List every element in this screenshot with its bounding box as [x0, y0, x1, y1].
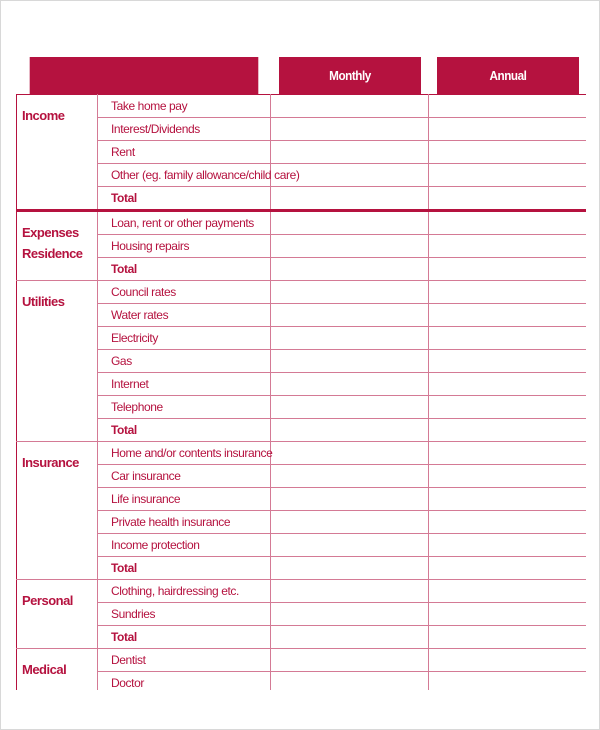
- table-row: [17, 603, 587, 626]
- category-label: Personal: [17, 580, 98, 649]
- annual-value-cell[interactable]: [429, 350, 587, 373]
- line-item-label: Rent: [98, 141, 271, 164]
- line-item-label: Dentist: [98, 649, 271, 672]
- total-label: Total: [98, 557, 271, 580]
- table-row: [17, 118, 587, 141]
- table-row: [17, 304, 587, 327]
- line-item-label: Council rates: [98, 281, 271, 304]
- annual-value-cell[interactable]: [429, 141, 587, 164]
- header-monthly: Monthly: [278, 57, 420, 95]
- monthly-value-cell[interactable]: [271, 118, 429, 141]
- table-row: [17, 626, 587, 649]
- line-item-label: Loan, rent or other payments: [98, 211, 271, 235]
- annual-value-cell[interactable]: [429, 511, 587, 534]
- monthly-value-cell[interactable]: [271, 626, 429, 649]
- monthly-value-cell[interactable]: [271, 534, 429, 557]
- annual-value-cell[interactable]: [429, 396, 587, 419]
- monthly-value-cell[interactable]: [271, 258, 429, 281]
- annual-value-cell[interactable]: [429, 603, 587, 626]
- table-body: [17, 95, 587, 691]
- annual-value-cell[interactable]: [429, 465, 587, 488]
- table-row: [17, 534, 587, 557]
- category-label: Income: [17, 95, 98, 211]
- table-row: [17, 187, 587, 211]
- annual-value-cell[interactable]: [429, 534, 587, 557]
- table-row: [17, 442, 587, 465]
- category-label: Insurance: [17, 442, 98, 580]
- line-item-label: Home and/or contents insurance: [98, 442, 271, 465]
- line-item-label: Other (eg. family allowance/child care): [98, 164, 271, 187]
- line-item-label: Telephone: [98, 396, 271, 419]
- total-label: Total: [98, 187, 271, 211]
- monthly-value-cell[interactable]: [271, 649, 429, 672]
- annual-value-cell[interactable]: [429, 488, 587, 511]
- table-row: [17, 281, 587, 304]
- table-row: [17, 488, 587, 511]
- monthly-value-cell[interactable]: [271, 488, 429, 511]
- annual-value-cell[interactable]: [429, 258, 587, 281]
- total-label: Total: [98, 258, 271, 281]
- monthly-value-cell[interactable]: [271, 396, 429, 419]
- line-item-label: Life insurance: [98, 488, 271, 511]
- annual-value-cell[interactable]: [429, 281, 587, 304]
- table-row: [17, 557, 587, 580]
- annual-value-cell[interactable]: [429, 442, 587, 465]
- monthly-value-cell[interactable]: [271, 327, 429, 350]
- table-row: [17, 235, 587, 258]
- line-item-label: Electricity: [98, 327, 271, 350]
- annual-value-cell[interactable]: [429, 187, 587, 211]
- table-row: [17, 211, 587, 235]
- line-item-label: Private health insurance: [98, 511, 271, 534]
- line-item-label: Car insurance: [98, 465, 271, 488]
- table-row: [17, 373, 587, 396]
- monthly-value-cell[interactable]: [271, 442, 429, 465]
- line-item-label: Water rates: [98, 304, 271, 327]
- annual-value-cell[interactable]: [429, 164, 587, 187]
- table-row: [17, 95, 587, 118]
- table-row: [17, 511, 587, 534]
- annual-value-cell[interactable]: [429, 118, 587, 141]
- line-item-label: Income protection: [98, 534, 271, 557]
- monthly-value-cell[interactable]: [271, 419, 429, 442]
- monthly-value-cell[interactable]: [271, 672, 429, 691]
- category-label: Utilities: [17, 281, 98, 442]
- header-annual: Annual: [436, 57, 578, 95]
- monthly-value-cell[interactable]: [271, 511, 429, 534]
- monthly-value-cell[interactable]: [271, 580, 429, 603]
- monthly-value-cell[interactable]: [271, 350, 429, 373]
- annual-value-cell[interactable]: [429, 419, 587, 442]
- monthly-value-cell[interactable]: [271, 304, 429, 327]
- table-row: [17, 396, 587, 419]
- line-item-label: Doctor: [98, 672, 271, 691]
- annual-value-cell[interactable]: [429, 235, 587, 258]
- monthly-value-cell[interactable]: [271, 141, 429, 164]
- monthly-value-cell[interactable]: [271, 465, 429, 488]
- annual-value-cell[interactable]: [429, 649, 587, 672]
- table-row: [17, 465, 587, 488]
- table-row: [17, 580, 587, 603]
- monthly-value-cell[interactable]: [271, 281, 429, 304]
- table-row: [17, 258, 587, 281]
- line-item-label: Take home pay: [98, 95, 271, 118]
- category-label: Expenses Residence: [17, 211, 98, 281]
- line-item-label: Interest/Dividends: [98, 118, 271, 141]
- annual-value-cell[interactable]: [429, 580, 587, 603]
- monthly-value-cell[interactable]: [271, 557, 429, 580]
- line-item-label: Internet: [98, 373, 271, 396]
- line-item-label: Housing repairs: [98, 235, 271, 258]
- monthly-value-cell[interactable]: [271, 211, 429, 235]
- monthly-value-cell[interactable]: [271, 187, 429, 211]
- monthly-value-cell[interactable]: [271, 373, 429, 396]
- total-label: Total: [98, 419, 271, 442]
- table-row: [17, 419, 587, 442]
- table-row: [17, 649, 587, 672]
- table-row: [17, 164, 587, 187]
- monthly-value-cell[interactable]: [271, 95, 429, 118]
- annual-value-cell[interactable]: [429, 95, 587, 118]
- annual-value-cell[interactable]: [429, 626, 587, 649]
- total-label: Total: [98, 626, 271, 649]
- annual-value-cell[interactable]: [429, 304, 587, 327]
- annual-value-cell[interactable]: [429, 557, 587, 580]
- budget-table: [16, 57, 586, 690]
- line-item-label: Clothing, hairdressing etc.: [98, 580, 271, 603]
- header-blank: [29, 57, 258, 95]
- table-header-row: [17, 57, 587, 95]
- table-row: [17, 672, 587, 691]
- line-item-label: Sundries: [98, 603, 271, 626]
- table-row: [17, 141, 587, 164]
- annual-value-cell[interactable]: [429, 672, 587, 691]
- monthly-value-cell[interactable]: [271, 603, 429, 626]
- category-label: Medical: [17, 649, 98, 691]
- monthly-value-cell[interactable]: [271, 235, 429, 258]
- budget-sheet: [16, 57, 586, 690]
- annual-value-cell[interactable]: [429, 211, 587, 235]
- table-row: [17, 350, 587, 373]
- annual-value-cell[interactable]: [429, 327, 587, 350]
- table-row: [17, 327, 587, 350]
- line-item-label: Gas: [98, 350, 271, 373]
- annual-value-cell[interactable]: [429, 373, 587, 396]
